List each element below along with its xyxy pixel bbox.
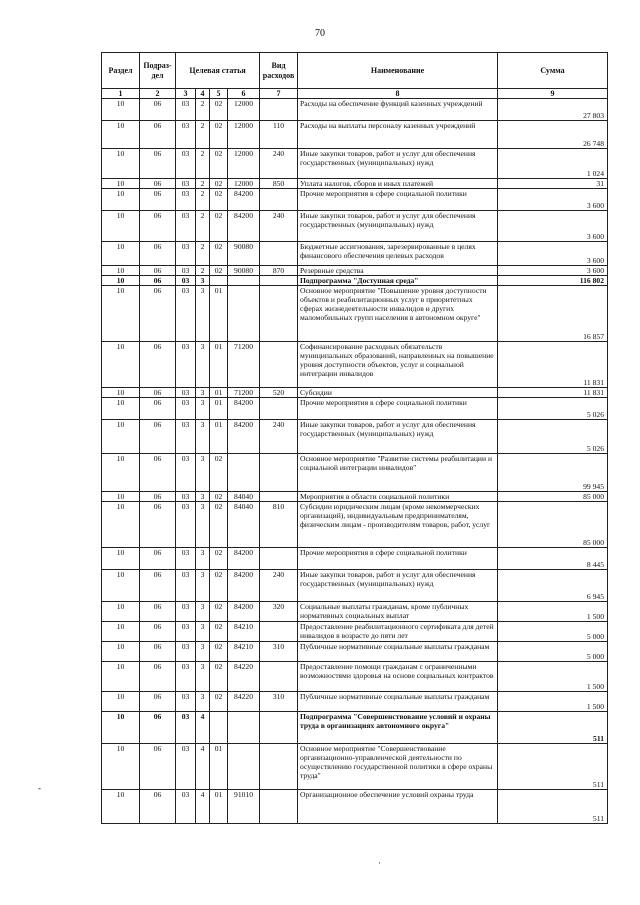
name-cell: Бюджетные ассигнования, зарезервированные в целях финансового обеспечения целевых расходов	[298, 242, 498, 266]
celevaya-cell: 3	[196, 492, 210, 502]
name-cell: Публичные нормативные социальные выплаты гражданам	[298, 692, 498, 712]
vid-cell	[260, 622, 298, 642]
celevaya-cell: 03	[176, 99, 196, 121]
razdel-cell: 10	[102, 242, 140, 266]
table-row	[102, 121, 608, 149]
celevaya-cell: 02	[210, 266, 228, 276]
vid-cell	[260, 342, 298, 388]
col-number: 3	[176, 89, 196, 99]
razdel-cell: 10	[102, 662, 140, 692]
name-cell: Иные закупки товаров, работ и услуг для обеспечения государственных (муниципальных) нужд	[298, 211, 498, 242]
celevaya-cell: 03	[176, 548, 196, 570]
podrazdel-cell: 06	[140, 454, 176, 492]
vid-cell	[260, 744, 298, 790]
podrazdel-cell: 06	[140, 662, 176, 692]
sum-cell: 3 600	[498, 242, 608, 266]
celevaya-cell: 84200	[228, 548, 260, 570]
vid-cell	[260, 276, 298, 286]
celevaya-cell: 84200	[228, 570, 260, 602]
celevaya-cell: 2	[196, 242, 210, 266]
razdel-cell: 10	[102, 211, 140, 242]
table-row	[102, 602, 608, 622]
vid-cell: 240	[260, 420, 298, 454]
header-name: Наименование	[298, 53, 498, 89]
vid-cell	[260, 790, 298, 824]
sum-cell: 6 945	[498, 570, 608, 602]
celevaya-cell: 01	[210, 342, 228, 388]
table-row	[102, 420, 608, 454]
razdel-cell: 10	[102, 548, 140, 570]
vid-cell	[260, 99, 298, 121]
razdel-cell: 10	[102, 398, 140, 420]
podrazdel-cell: 06	[140, 492, 176, 502]
celevaya-cell: 84210	[228, 642, 260, 662]
vid-cell: 240	[260, 211, 298, 242]
sum-cell: 11 831	[498, 342, 608, 388]
sum-cell: 5 026	[498, 398, 608, 420]
celevaya-cell	[210, 712, 228, 744]
table-row	[102, 388, 608, 398]
celevaya-cell: 84220	[228, 662, 260, 692]
header-vid-raskhodov: Вид расходов	[260, 53, 298, 89]
name-cell: Прочие мероприятия в сфере социальной политики	[298, 189, 498, 211]
name-cell: Уплата налогов, сборов и иных платежей	[298, 179, 498, 189]
razdel-cell: 10	[102, 286, 140, 342]
celevaya-cell	[228, 712, 260, 744]
celevaya-cell: 03	[176, 211, 196, 242]
table-row	[102, 662, 608, 692]
header-summa: Сумма	[498, 53, 608, 89]
sum-cell: 5 026	[498, 420, 608, 454]
podrazdel-cell: 06	[140, 642, 176, 662]
name-cell: Основное мероприятие "Повышение уровня доступности объектов и реабилитационных услуг в приоритетных сферах жизнедеятельности инвалидов и других маломобильных групп населения в автономном округе"	[298, 286, 498, 342]
podrazdel-cell: 06	[140, 712, 176, 744]
vid-cell	[260, 398, 298, 420]
podrazdel-cell: 06	[140, 744, 176, 790]
razdel-cell: 10	[102, 602, 140, 622]
podrazdel-cell: 06	[140, 266, 176, 276]
celevaya-cell: 3	[196, 692, 210, 712]
celevaya-cell: 03	[176, 398, 196, 420]
razdel-cell: 10	[102, 622, 140, 642]
podrazdel-cell: 06	[140, 242, 176, 266]
sum-cell: 5 000	[498, 622, 608, 642]
col-number: 9	[498, 89, 608, 99]
vid-cell: 310	[260, 642, 298, 662]
razdel-cell: 10	[102, 790, 140, 824]
sum-cell: 8 445	[498, 548, 608, 570]
podrazdel-cell: 06	[140, 692, 176, 712]
sum-cell: 1 500	[498, 662, 608, 692]
vid-cell: 850	[260, 179, 298, 189]
celevaya-cell: 01	[210, 420, 228, 454]
celevaya-cell: 3	[196, 388, 210, 398]
celevaya-cell	[210, 276, 228, 286]
vid-cell: 520	[260, 388, 298, 398]
celevaya-cell: 03	[176, 744, 196, 790]
celevaya-cell: 03	[176, 492, 196, 502]
col-number: 8	[298, 89, 498, 99]
name-cell: Организационное обеспечение условий охраны труда	[298, 790, 498, 824]
celevaya-cell: 03	[176, 502, 196, 548]
podrazdel-cell: 06	[140, 602, 176, 622]
celevaya-cell: 03	[176, 266, 196, 276]
celevaya-cell: 03	[176, 189, 196, 211]
sum-cell: 99 945	[498, 454, 608, 492]
celevaya-cell: 02	[210, 662, 228, 692]
celevaya-cell: 84200	[228, 398, 260, 420]
header-row	[102, 53, 608, 89]
podrazdel-cell: 06	[140, 99, 176, 121]
col-number: 2	[140, 89, 176, 99]
sum-cell: 116 802	[498, 276, 608, 286]
table-row	[102, 286, 608, 342]
margin-dot: ·	[378, 858, 381, 868]
vid-cell: 870	[260, 266, 298, 276]
name-cell: Иные закупки товаров, работ и услуг для обеспечения государственных (муниципальных) нужд	[298, 420, 498, 454]
razdel-cell: 10	[102, 266, 140, 276]
sum-cell: 85 000	[498, 502, 608, 548]
table-row	[102, 398, 608, 420]
podrazdel-cell: 06	[140, 548, 176, 570]
podrazdel-cell: 06	[140, 622, 176, 642]
celevaya-cell: 02	[210, 149, 228, 179]
celevaya-cell: 03	[176, 342, 196, 388]
razdel-cell: 10	[102, 276, 140, 286]
celevaya-cell: 3	[196, 662, 210, 692]
celevaya-cell: 01	[210, 388, 228, 398]
vid-cell: 320	[260, 602, 298, 622]
sum-cell: 11 831	[498, 388, 608, 398]
table-row	[102, 548, 608, 570]
razdel-cell: 10	[102, 712, 140, 744]
name-cell: Иные закупки товаров, работ и услуг для обеспечения государственных (муниципальных) нужд	[298, 149, 498, 179]
podrazdel-cell: 06	[140, 420, 176, 454]
razdel-cell: 10	[102, 692, 140, 712]
celevaya-cell: 2	[196, 266, 210, 276]
celevaya-cell: 12000	[228, 149, 260, 179]
sum-cell: 16 857	[498, 286, 608, 342]
celevaya-cell: 03	[176, 454, 196, 492]
name-cell: Прочие мероприятия в сфере социальной политики	[298, 548, 498, 570]
celevaya-cell: 03	[176, 286, 196, 342]
celevaya-cell: 3	[196, 286, 210, 342]
celevaya-cell: 02	[210, 179, 228, 189]
table-row	[102, 622, 608, 642]
celevaya-cell: 02	[210, 189, 228, 211]
vid-cell: 240	[260, 570, 298, 602]
razdel-cell: 10	[102, 744, 140, 790]
celevaya-cell: 03	[176, 790, 196, 824]
name-cell: Основное мероприятие "Совершенствование организационно-управленческой деятельности по осуществлению государственной политики в сфере охраны труда"	[298, 744, 498, 790]
sum-cell: 511	[498, 744, 608, 790]
celevaya-cell: 01	[210, 744, 228, 790]
celevaya-cell: 3	[196, 602, 210, 622]
celevaya-cell: 12000	[228, 179, 260, 189]
vid-cell	[260, 548, 298, 570]
margin-mark: -	[38, 783, 41, 793]
celevaya-cell: 2	[196, 189, 210, 211]
celevaya-cell: 02	[210, 622, 228, 642]
sum-cell: 26 748	[498, 121, 608, 149]
celevaya-cell: 03	[176, 692, 196, 712]
celevaya-cell: 71200	[228, 342, 260, 388]
name-cell: Подпрограмма "Доступная среда"	[298, 276, 498, 286]
table-row	[102, 712, 608, 744]
podrazdel-cell: 06	[140, 342, 176, 388]
sum-cell: 85 000	[498, 492, 608, 502]
celevaya-cell: 02	[210, 642, 228, 662]
celevaya-cell: 01	[210, 286, 228, 342]
name-cell: Иные закупки товаров, работ и услуг для обеспечения государственных (муниципальных) нужд	[298, 570, 498, 602]
celevaya-cell: 2	[196, 149, 210, 179]
razdel-cell: 10	[102, 149, 140, 179]
celevaya-cell: 84040	[228, 492, 260, 502]
vid-cell	[260, 492, 298, 502]
celevaya-cell: 03	[176, 149, 196, 179]
vid-cell	[260, 242, 298, 266]
sum-cell: 1 500	[498, 692, 608, 712]
podrazdel-cell: 06	[140, 179, 176, 189]
podrazdel-cell: 06	[140, 121, 176, 149]
razdel-cell: 10	[102, 492, 140, 502]
celevaya-cell: 3	[196, 398, 210, 420]
celevaya-cell: 4	[196, 712, 210, 744]
celevaya-cell: 90080	[228, 242, 260, 266]
celevaya-cell: 71200	[228, 388, 260, 398]
table-row	[102, 266, 608, 276]
column-number-row	[102, 89, 608, 99]
podrazdel-cell: 06	[140, 502, 176, 548]
celevaya-cell: 01	[210, 790, 228, 824]
celevaya-cell: 03	[176, 420, 196, 454]
celevaya-cell: 12000	[228, 121, 260, 149]
celevaya-cell: 3	[196, 642, 210, 662]
celevaya-cell: 84200	[228, 189, 260, 211]
celevaya-cell: 84200	[228, 602, 260, 622]
table-row	[102, 149, 608, 179]
razdel-cell: 10	[102, 642, 140, 662]
celevaya-cell: 84220	[228, 692, 260, 712]
name-cell: Предоставление помощи гражданам с ограниченными возможностями здоровья на основе социальных контрактов	[298, 662, 498, 692]
sum-cell: 1 024	[498, 149, 608, 179]
header-celevaya-statya: Целевая статья	[176, 53, 260, 89]
vid-cell	[260, 286, 298, 342]
col-number: 1	[102, 89, 140, 99]
page-number: 70	[315, 28, 325, 39]
table-row	[102, 189, 608, 211]
celevaya-cell: 12000	[228, 99, 260, 121]
celevaya-cell: 3	[196, 342, 210, 388]
vid-cell: 110	[260, 121, 298, 149]
table-row	[102, 570, 608, 602]
podrazdel-cell: 06	[140, 149, 176, 179]
celevaya-cell: 2	[196, 179, 210, 189]
razdel-cell: 10	[102, 121, 140, 149]
sum-cell: 511	[498, 790, 608, 824]
celevaya-cell: 02	[210, 602, 228, 622]
name-cell: Резервные средства	[298, 266, 498, 276]
podrazdel-cell: 06	[140, 286, 176, 342]
table-row	[102, 790, 608, 824]
celevaya-cell: 3	[196, 420, 210, 454]
sum-cell: 5 000	[498, 642, 608, 662]
podrazdel-cell: 06	[140, 388, 176, 398]
celevaya-cell: 02	[210, 454, 228, 492]
celevaya-cell: 3	[196, 502, 210, 548]
celevaya-cell: 3	[196, 548, 210, 570]
name-cell: Субсидии	[298, 388, 498, 398]
celevaya-cell: 84200	[228, 420, 260, 454]
name-cell: Софинансирование расходных обязательств муниципальных образований, направленных на повышение уровня доступности объектов, услуг и социальной интеграции инвалидов	[298, 342, 498, 388]
table-row	[102, 492, 608, 502]
header-podrazdel: Подраз- дел	[140, 53, 176, 89]
table-row	[102, 242, 608, 266]
table-row	[102, 642, 608, 662]
table-row	[102, 692, 608, 712]
celevaya-cell	[228, 276, 260, 286]
col-number: 6	[228, 89, 260, 99]
name-cell: Расходы на обеспечение функций казенных учреждений	[298, 99, 498, 121]
celevaya-cell: 02	[210, 570, 228, 602]
vid-cell	[260, 189, 298, 211]
celevaya-cell: 84040	[228, 502, 260, 548]
col-number: 5	[210, 89, 228, 99]
name-cell: Субсидии юридическим лицам (кроме некоммерческих организаций), индивидуальным предпринимателям, физическим лицам - производителям товаров, работ, услуг	[298, 502, 498, 548]
sum-cell: 31	[498, 179, 608, 189]
podrazdel-cell: 06	[140, 790, 176, 824]
vid-cell: 240	[260, 149, 298, 179]
celevaya-cell: 03	[176, 622, 196, 642]
celevaya-cell: 02	[210, 502, 228, 548]
celevaya-cell: 3	[196, 276, 210, 286]
celevaya-cell: 02	[210, 548, 228, 570]
celevaya-cell: 3	[196, 454, 210, 492]
table-row	[102, 179, 608, 189]
name-cell: Публичные нормативные социальные выплаты гражданам	[298, 642, 498, 662]
celevaya-cell	[228, 744, 260, 790]
table-row	[102, 454, 608, 492]
celevaya-cell: 3	[196, 570, 210, 602]
celevaya-cell: 84210	[228, 622, 260, 642]
celevaya-cell	[228, 454, 260, 492]
celevaya-cell: 03	[176, 662, 196, 692]
table-row	[102, 744, 608, 790]
podrazdel-cell: 06	[140, 398, 176, 420]
celevaya-cell: 03	[176, 570, 196, 602]
celevaya-cell	[228, 286, 260, 342]
razdel-cell: 10	[102, 388, 140, 398]
vid-cell	[260, 712, 298, 744]
celevaya-cell: 03	[176, 276, 196, 286]
vid-cell	[260, 662, 298, 692]
sum-cell: 3 600	[498, 189, 608, 211]
podrazdel-cell: 06	[140, 211, 176, 242]
name-cell: Основное мероприятие "Развитие системы реабилитации и социальной интеграции инвалидов"	[298, 454, 498, 492]
celevaya-cell: 03	[176, 388, 196, 398]
celevaya-cell: 4	[196, 744, 210, 790]
podrazdel-cell: 06	[140, 570, 176, 602]
celevaya-cell: 3	[196, 622, 210, 642]
celevaya-cell: 91010	[228, 790, 260, 824]
vid-cell	[260, 454, 298, 492]
razdel-cell: 10	[102, 99, 140, 121]
celevaya-cell: 02	[210, 121, 228, 149]
celevaya-cell: 03	[176, 242, 196, 266]
celevaya-cell: 03	[176, 712, 196, 744]
razdel-cell: 10	[102, 454, 140, 492]
table-row	[102, 342, 608, 388]
celevaya-cell: 03	[176, 642, 196, 662]
name-cell: Предоставление реабилитационного сертификата для детей инвалидов в возрасте до пяти лет	[298, 622, 498, 642]
celevaya-cell: 03	[176, 179, 196, 189]
sum-cell: 3 600	[498, 266, 608, 276]
celevaya-cell: 02	[210, 492, 228, 502]
name-cell: Мероприятия в области социальной политики	[298, 492, 498, 502]
razdel-cell: 10	[102, 189, 140, 211]
celevaya-cell: 2	[196, 211, 210, 242]
razdel-cell: 10	[102, 179, 140, 189]
podrazdel-cell: 06	[140, 189, 176, 211]
table-row	[102, 99, 608, 121]
sum-cell: 1 500	[498, 602, 608, 622]
name-cell: Расходы на выплаты персоналу казенных учреждений	[298, 121, 498, 149]
podrazdel-cell: 06	[140, 276, 176, 286]
header-razdel: Раздел	[102, 53, 140, 89]
sum-cell: 511	[498, 712, 608, 744]
col-number: 7	[260, 89, 298, 99]
celevaya-cell: 03	[176, 121, 196, 149]
celevaya-cell: 03	[176, 602, 196, 622]
table-row	[102, 502, 608, 548]
name-cell: Социальные выплаты гражданам, кроме публичных нормативных социальных выплат	[298, 602, 498, 622]
table-row	[102, 276, 608, 286]
col-number: 4	[196, 89, 210, 99]
razdel-cell: 10	[102, 342, 140, 388]
name-cell: Прочие мероприятия в сфере социальной политики	[298, 398, 498, 420]
celevaya-cell: 2	[196, 121, 210, 149]
name-cell: Подпрограмма "Совершенствование условий и охраны труда в организациях автономного округа"	[298, 712, 498, 744]
vid-cell: 310	[260, 692, 298, 712]
budget-table	[101, 52, 608, 824]
vid-cell: 810	[260, 502, 298, 548]
sum-cell: 3 600	[498, 211, 608, 242]
celevaya-cell: 02	[210, 692, 228, 712]
sum-cell: 27 803	[498, 99, 608, 121]
celevaya-cell: 2	[196, 99, 210, 121]
razdel-cell: 10	[102, 420, 140, 454]
celevaya-cell: 90080	[228, 266, 260, 276]
celevaya-cell: 4	[196, 790, 210, 824]
celevaya-cell: 01	[210, 398, 228, 420]
celevaya-cell: 84200	[228, 211, 260, 242]
razdel-cell: 10	[102, 502, 140, 548]
celevaya-cell: 02	[210, 242, 228, 266]
celevaya-cell: 02	[210, 99, 228, 121]
table-row	[102, 211, 608, 242]
celevaya-cell: 02	[210, 211, 228, 242]
razdel-cell: 10	[102, 570, 140, 602]
